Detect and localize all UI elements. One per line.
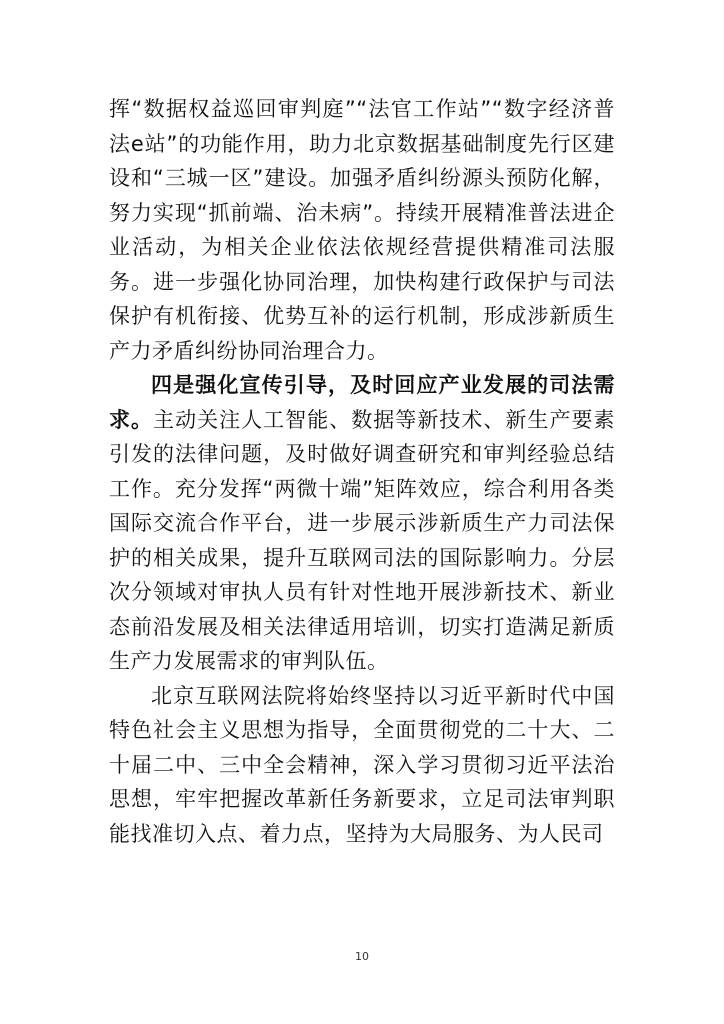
paragraph-text: 主动关注人工智能、数据等新技术、新生产要素引发的法律问题，及时做好调查研究和审判经验总结工作。充分发挥“两微十端”矩阵效应，综合利用各类国际交流合作平台，进一步展示涉新质生产力司法保护的相关成果，提升互联网司法的国际影响力。分层次分领域对审执人员有针对性地开展涉新技术、新业态前沿发展及相关法律适用培训，切实打造满足新质生产力发展需求的审判队伍。 [109, 407, 615, 673]
body-text [109, 92, 615, 851]
paragraph-conclusion [109, 679, 615, 852]
page-number: 10 [355, 950, 369, 963]
paragraph-promotion [109, 368, 615, 679]
paragraph-text: 挥“数据权益巡回审判庭”“法官工作站”“数字经济普法e站”的功能作用，助力北京数据基础制度先行区建设和“三城一区”建设。加强矛盾纠纷源头预防化解，努力实现“抓前端、治未病”。持续开展精准普法进企业活动，为相关企业依法依规经营提供精准司法服务。进一步强化协同治理，加快构建行政保护与司法保护有机衔接、优势互补的运行机制，形成涉新质生产力矛盾纠纷协同治理合力。 [109, 97, 615, 363]
paragraph-text: 北京互联网法院将始终坚持以习近平新时代中国特色社会主义思想为指导，全面贯彻党的二十大、二十届二中、三中全会精神，深入学习贯彻习近平法治思想，牢牢把握改革新任务新要求，立足司法审判职能找准切入点、着力点，坚持为大局服务、为人民司 [109, 683, 615, 846]
paragraph-heading: 四是强化宣传引导，及时回应产业发展的司法需求。 [109, 373, 615, 432]
paragraph-continued [109, 92, 615, 368]
